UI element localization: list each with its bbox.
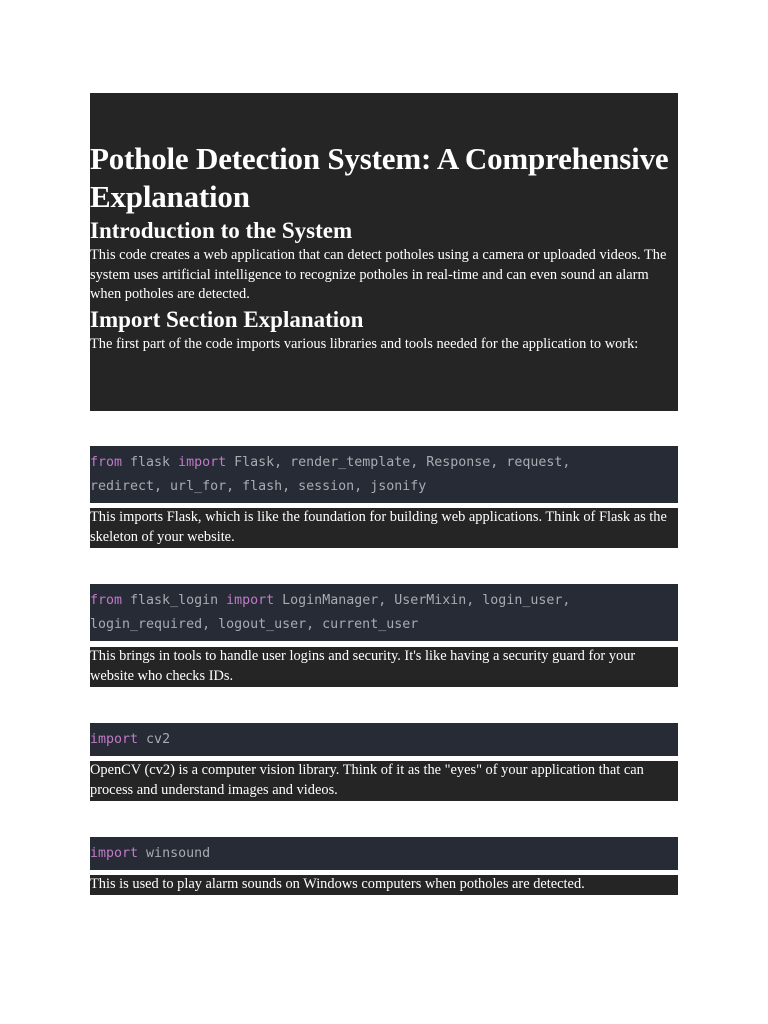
explanation-winsound: This is used to play alarm sounds on Windows computers when potholes are detected. [90,875,678,895]
header-section [90,93,678,411]
explanation-cv2: OpenCV (cv2) is a computer vision library. Think of it as the "eyes" of your application that can process and understand images and videos. [90,761,678,801]
code-block-flask [90,446,678,503]
code-block-cv2 [90,723,678,756]
import-paragraph: The first part of the code imports various libraries and tools needed for the application to work: [90,335,639,352]
code-text: winsound [138,846,211,861]
code-text: LoginManager, UserMixin, login_user, [274,593,571,608]
code-text: flask_login [122,593,227,608]
code-keyword: import [178,455,227,470]
code-block-winsound [90,837,678,870]
document-page [90,93,678,892]
code-text: redirect, url_for, flash, session, jsonify [90,479,427,494]
import-heading: Import Section Explanation [90,306,364,332]
code-text: Flask, render_template, Response, request, [226,455,571,470]
code-text: flask [122,455,179,470]
code-keyword: import [90,846,139,861]
code-text: cv2 [138,732,171,747]
code-keyword: import [226,593,275,608]
explanation-flask-login: This brings in tools to handle user logins and security. It's like having a security guard for your website who checks IDs. [90,647,678,687]
intro-heading: Introduction to the System [90,218,353,243]
code-block-flask-login [90,584,678,641]
code-keyword: from [90,593,123,608]
code-text: login_required, logout_user, current_user [90,617,419,632]
intro-paragraph: This code creates a web application that can detect potholes using a camera or uploaded videos. The system uses artificial intelligence to recognize potholes in real-time and can even sound an alarm when potholes are detected. [90,247,667,302]
code-keyword: from [90,455,123,470]
explanation-flask: This imports Flask, which is like the foundation for building web applications. Think of Flask as the skeleton of your website. [90,508,678,548]
code-keyword: import [90,732,139,747]
page-title: Pothole Detection System: A Comprehensive Explanation [90,141,669,214]
